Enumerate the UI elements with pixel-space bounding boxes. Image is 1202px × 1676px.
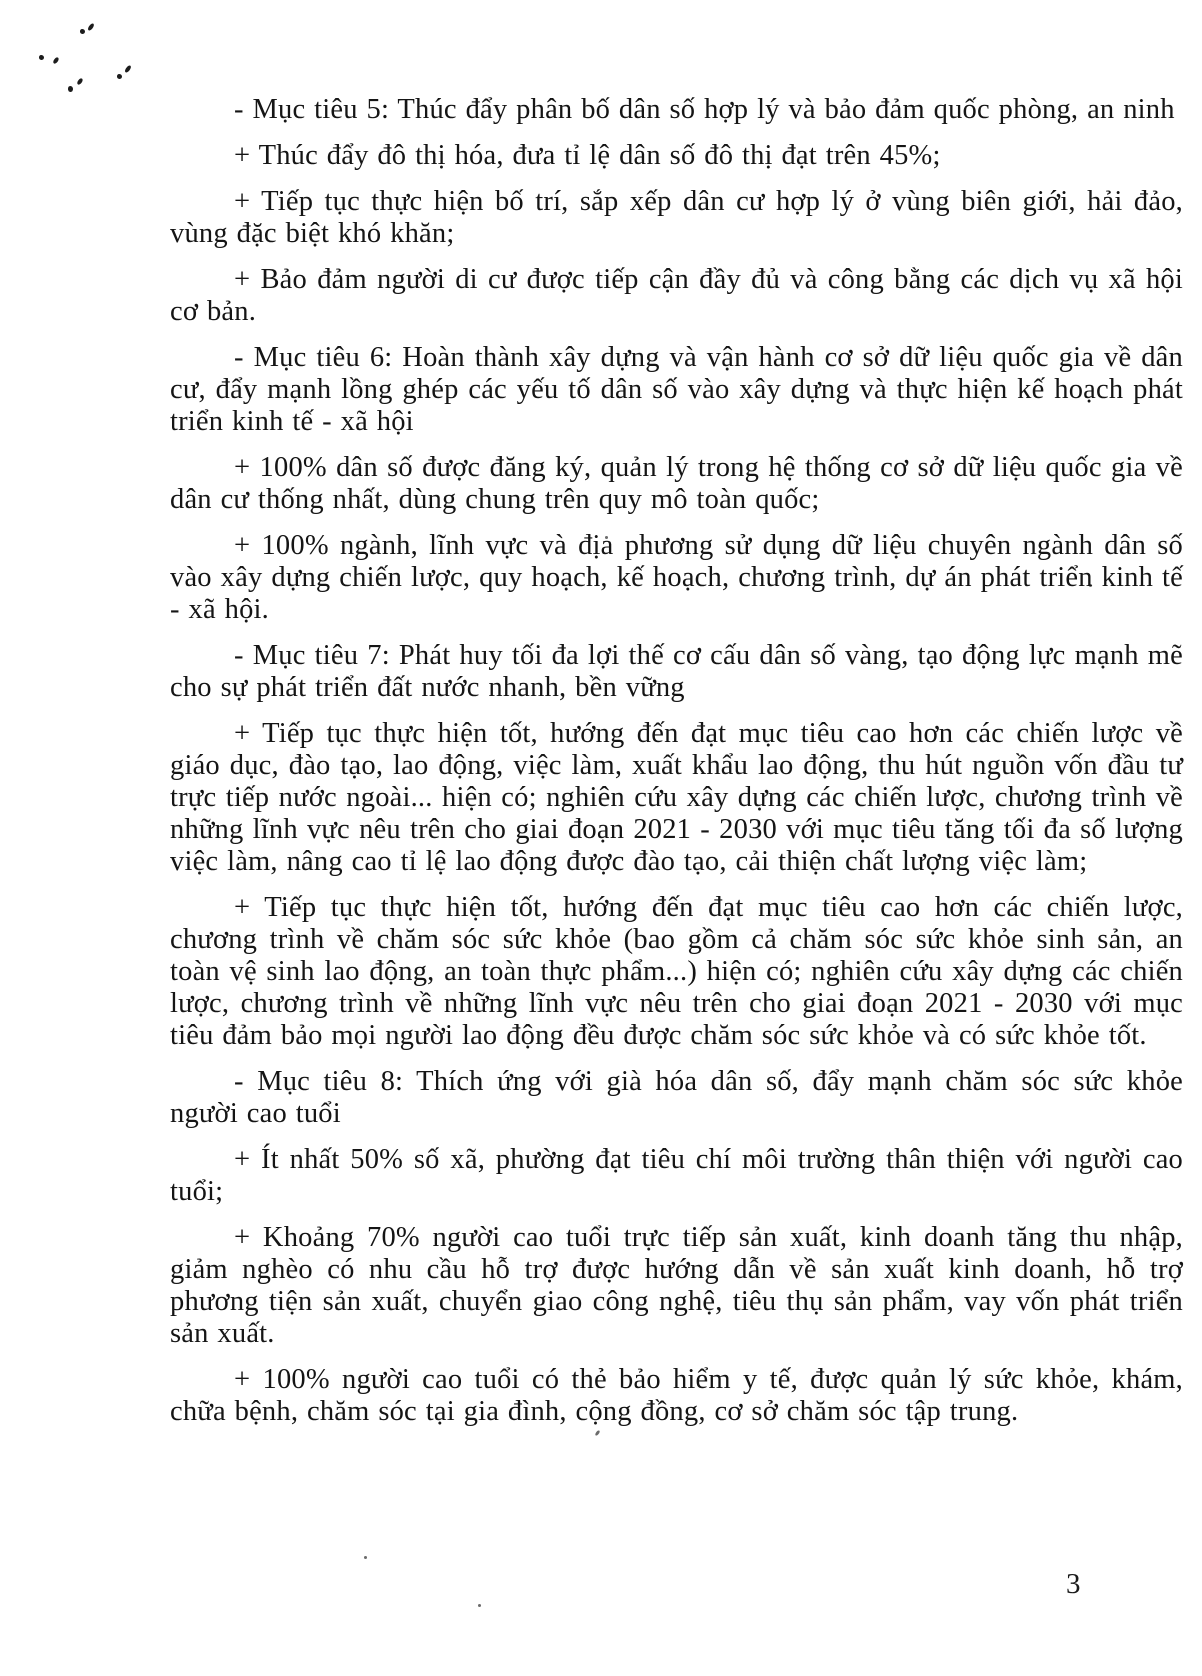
scan-speckle [124, 65, 132, 74]
scan-speckle [364, 1556, 367, 1559]
goal-5-item-2: + Tiếp tục thực hiện bố trí, sắp xếp dân cư hợp lý ở vùng biên giới, hải đảo, vùng đặc biệt khó khăn; [170, 186, 1183, 249]
goal-5-heading: - Mục tiêu 5: Thúc đẩy phân bố dân số hợp lý và bảo đảm quốc phòng, an ninh [234, 94, 1175, 125]
page-number: 3 [1066, 1568, 1081, 1600]
scan-speckle [76, 78, 83, 86]
goal-6-item-1: + 100% dân số được đăng ký, quản lý trong hệ thống cơ sở dữ liệu quốc gia về dân cư thống nhất, dùng chung trên quy mô toàn quốc; [170, 452, 1183, 515]
goal-8-heading: - Mục tiêu 8: Thích ứng với già hóa dân số, đẩy mạnh chăm sóc sức khỏe người cao tuổi [170, 1066, 1183, 1129]
scan-speckle [117, 74, 122, 79]
goal-6-heading: - Mục tiêu 6: Hoàn thành xây dựng và vận hành cơ sở dữ liệu quốc gia về dân cư, đẩy mạnh lồng ghép các yếu tố dân số vào xây dựng và thực hiện kế hoạch phát triển kinh tế - xã hội [170, 342, 1183, 437]
scan-speckle [68, 86, 73, 92]
goal-6-item-2: + 100% ngành, lĩnh vực và địa phương sử dụng dữ liệu chuyên ngành dân số vào xây dựng chiến lược, quy hoạch, kế hoạch, chương trình, dự án phát triển kinh tế - xã hội. [170, 530, 1183, 625]
scan-speckle [478, 1604, 481, 1607]
document-body [170, 94, 1183, 1428]
goal-5-item-1: + Thúc đẩy đô thị hóa, đưa tỉ lệ dân số đô thị đạt trên 45%; [234, 140, 941, 171]
goal-8-item-3: + 100% người cao tuổi có thẻ bảo hiểm y tế, được quản lý sức khỏe, khám, chữa bệnh, chăm sóc tại gia đình, cộng đồng, cơ sở chăm sóc tập trung. [170, 1364, 1183, 1427]
scan-speckle [87, 23, 95, 32]
goal-8-item-2: + Khoảng 70% người cao tuổi trực tiếp sản xuất, kinh doanh tăng thu nhập, giảm nghèo có nhu cầu hỗ trợ được hướng dẫn về sản xuất kinh doanh, hỗ trợ phương tiện sản xuất, chuyển giao công nghệ, tiêu thụ sản phẩm, vay vốn phát triển sản xuất. [170, 1222, 1183, 1349]
goal-7-item-2: + Tiếp tục thực hiện tốt, hướng đến đạt mục tiêu cao hơn các chiến lược, chương trình về chăm sóc sức khỏe (bao gồm cả chăm sóc sức khỏe sinh sản, an toàn vệ sinh lao động, an toàn thực phẩm...) hiện có; nghiên cứu xây dựng các chiến lược, chương trình về những lĩnh vực nêu trên cho giai đoạn 2021 - 2030 với mục tiêu đảm bảo mọi người lao động đều được chăm sóc sức khỏe và có sức khỏe tốt. [170, 892, 1183, 1051]
goal-7-item-1: + Tiếp tục thực hiện tốt, hướng đến đạt mục tiêu cao hơn các chiến lược về giáo dục, đào tạo, lao động, việc làm, xuất khẩu lao động, thu hút nguồn vốn đầu tư trực tiếp nước ngoài... hiện có; nghiên cứu xây dựng các chiến lược, chương trình về những lĩnh vực nêu trên cho giai đoạn 2021 - 2030 với mục tiêu tăng tối đa số lượng việc làm, nâng cao tỉ lệ lao động được đào tạo, cải thiện chất lượng việc làm; [170, 718, 1183, 877]
goal-5-item-3: + Bảo đảm người di cư được tiếp cận đầy đủ và công bằng các dịch vụ xã hội cơ bản. [170, 264, 1183, 327]
scan-speckle [39, 55, 44, 60]
scan-speckle [52, 57, 59, 65]
scan-speckle [80, 29, 85, 34]
goal-8-item-1: + Ít nhất 50% số xã, phường đạt tiêu chí môi trường thân thiện với người cao tuổi; [170, 1144, 1183, 1207]
goal-7-heading: - Mục tiêu 7: Phát huy tối đa lợi thế cơ cấu dân số vàng, tạo động lực mạnh mẽ cho sự phát triển đất nước nhanh, bền vững [170, 640, 1183, 703]
scan-speckle [594, 1430, 600, 1437]
